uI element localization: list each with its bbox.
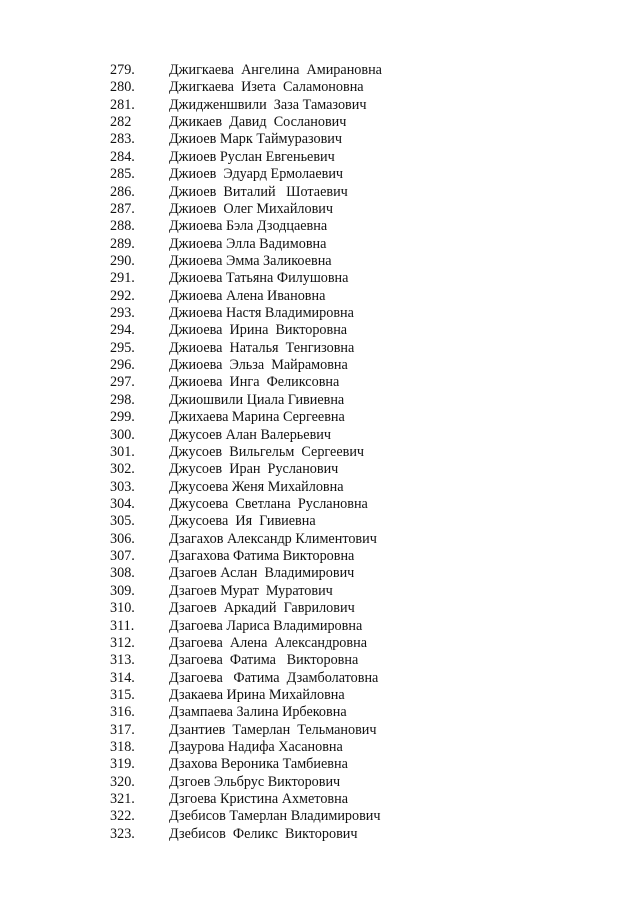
entry-name: Джикаев Давид Сосланович [169,114,347,131]
entry-name: Джусоева Светлана Руслановна [169,495,368,512]
entry-name: Дзаурова Надифа Хасановна [169,739,343,756]
list-item [110,357,382,374]
entry-number: 301. [110,443,135,460]
entry-number: 300. [110,426,135,443]
list-item [110,600,382,617]
entry-number: 299. [110,409,135,426]
list-item [110,704,382,721]
list-item [110,687,382,704]
entry-number: 313. [110,652,135,669]
entry-name: Джидженшвили Заза Тамазович [169,96,367,113]
entry-name: Джиоева Элла Вадимовна [169,235,327,252]
entry-name: Джиоев Марк Таймуразович [169,131,343,148]
entry-name: Джусоева Женя Михайловна [169,478,344,495]
entry-number: 297. [110,374,135,391]
entry-name: Дзагоева Лариса Владимировна [169,617,363,634]
entry-number: 312. [110,634,135,651]
list-item [110,322,382,339]
entry-number: 319. [110,756,135,773]
entry-name: Дзагахов Александр Климентович [169,530,377,547]
entry-number: 296. [110,357,135,374]
entry-name: Дзантиев Тамерлан Тельманович [169,721,377,738]
list-item [110,236,382,253]
list-item [110,62,382,79]
entry-name: Джиоева Бэла Дзодцаевна [169,218,328,235]
entry-name: Джиоев Эдуард Ермолаевич [169,166,344,183]
entry-number: 286. [110,183,135,200]
entry-number: 281. [110,96,135,113]
entry-number: 289. [110,235,135,252]
list-item [110,548,382,565]
list-item [110,739,382,756]
list-item [110,618,382,635]
list-item [110,79,382,96]
list-item [110,253,382,270]
entry-name: Джиоева Эмма Заликоевна [169,252,332,269]
list-item [110,305,382,322]
entry-name: Джиоева Настя Владимировна [169,305,354,322]
entry-number: 306. [110,530,135,547]
entry-number: 317. [110,721,135,738]
entry-name: Джиошвили Циала Гивиевна [169,391,345,408]
entry-number: 304. [110,495,135,512]
list-item [110,131,382,148]
entry-name: Дзахова Вероника Тамбиевна [169,756,348,773]
entry-name: Джиоев Виталий Шотаевич [169,183,348,200]
list-item [110,340,382,357]
entry-name: Джиоева Татьяна Филушовна [169,270,349,287]
entry-name: Дзагоев Аркадий Гаврилович [169,600,355,617]
list-item [110,652,382,669]
entry-number: 298. [110,391,135,408]
list-item [110,756,382,773]
entry-number: 308. [110,565,135,582]
entry-number: 293. [110,305,135,322]
list-item [110,461,382,478]
entry-number: 315. [110,686,135,703]
list-item [110,201,382,218]
entry-name: Дзебисов Тамерлан Владимирович [169,808,381,825]
entry-number: 280. [110,79,135,96]
list-item [110,114,382,131]
entry-name: Дзгоева Кристина Ахметовна [169,791,349,808]
entry-name: Джиоева Наталья Тенгизовна [169,339,355,356]
list-item [110,722,382,739]
list-item [110,808,382,825]
entry-number: 303. [110,478,135,495]
list-item [110,531,382,548]
list-item [110,392,382,409]
list-item [110,635,382,652]
list-item [110,496,382,513]
list-item [110,444,382,461]
entry-number: 316. [110,704,135,721]
entry-number: 311. [110,617,135,634]
entry-number: 322. [110,808,135,825]
list-item [110,670,382,687]
list-item [110,374,382,391]
entry-name: Джусоев Алан Валерьевич [169,426,331,443]
entry-number: 323. [110,825,135,842]
list-item [110,791,382,808]
entry-number: 305. [110,513,135,530]
entry-name: Дзагоева Алена Александровна [169,634,367,651]
entry-number: 291. [110,270,135,287]
entry-number: 320. [110,773,135,790]
list-item [110,427,382,444]
entry-number: 295. [110,339,135,356]
entry-number: 318. [110,739,135,756]
list-item [110,583,382,600]
entry-number: 310. [110,600,135,617]
entry-name: Дзагоев Аслан Владимирович [169,565,355,582]
entry-number: 283. [110,131,135,148]
list-item [110,409,382,426]
entry-name: Джусоев Иран Русланович [169,461,339,478]
entry-number: 285. [110,166,135,183]
name-list [110,62,382,843]
entry-number: 290. [110,252,135,269]
list-item [110,774,382,791]
entry-number: 288. [110,218,135,235]
list-item [110,270,382,287]
list-item [110,184,382,201]
entry-name: Дзагоев Мурат Муратович [169,582,333,599]
entry-number: 292. [110,287,135,304]
entry-number: 309. [110,582,135,599]
entry-number: 294. [110,322,135,339]
entry-name: Джусоев Вильгельм Сергеевич [169,443,365,460]
entry-number: 284. [110,148,135,165]
list-item [110,513,382,530]
list-item [110,149,382,166]
list-item [110,218,382,235]
entry-name: Джиоева Ирина Викторовна [169,322,348,339]
list-item [110,565,382,582]
entry-number: 282 [110,114,132,131]
list-item [110,826,382,843]
entry-number: 287. [110,200,135,217]
entry-name: Дзагоева Фатима Дзамболатовна [169,669,379,686]
entry-name: Джихаева Марина Сергеевна [169,409,345,426]
entry-name: Джигкаева Изета Саламоновна [169,79,364,96]
list-item [110,97,382,114]
entry-name: Джиоева Инга Феликсовна [169,374,340,391]
list-item [110,479,382,496]
entry-number: 321. [110,791,135,808]
entry-name: Дзампаева Залина Ирбековна [169,704,347,721]
entry-name: Джиоев Руслан Евгеньевич [169,148,335,165]
entry-number: 307. [110,548,135,565]
list-item [110,166,382,183]
entry-name: Дзебисов Феликс Викторович [169,825,358,842]
entry-name: Джигкаева Ангелина Амирановна [169,62,382,78]
entry-name: Джиоева Алена Ивановна [169,287,326,304]
entry-name: Дзагоева Фатима Викторовна [169,652,359,669]
list-item [110,288,382,305]
entry-name: Джусоева Ия Гивиевна [169,513,316,530]
entry-name: Дзакаева Ирина Михайловна [169,686,345,703]
entry-name: Джиоева Эльза Майрамовна [169,357,348,374]
entry-name: Джиоев Олег Михайлович [169,200,334,217]
entry-name: Дзгоев Эльбрус Викторович [169,773,341,790]
entry-name: Дзагахова Фатима Викторовна [169,548,355,565]
entry-number: 302. [110,461,135,478]
entry-number: 314. [110,669,135,686]
entry-number: 279. [110,62,135,78]
